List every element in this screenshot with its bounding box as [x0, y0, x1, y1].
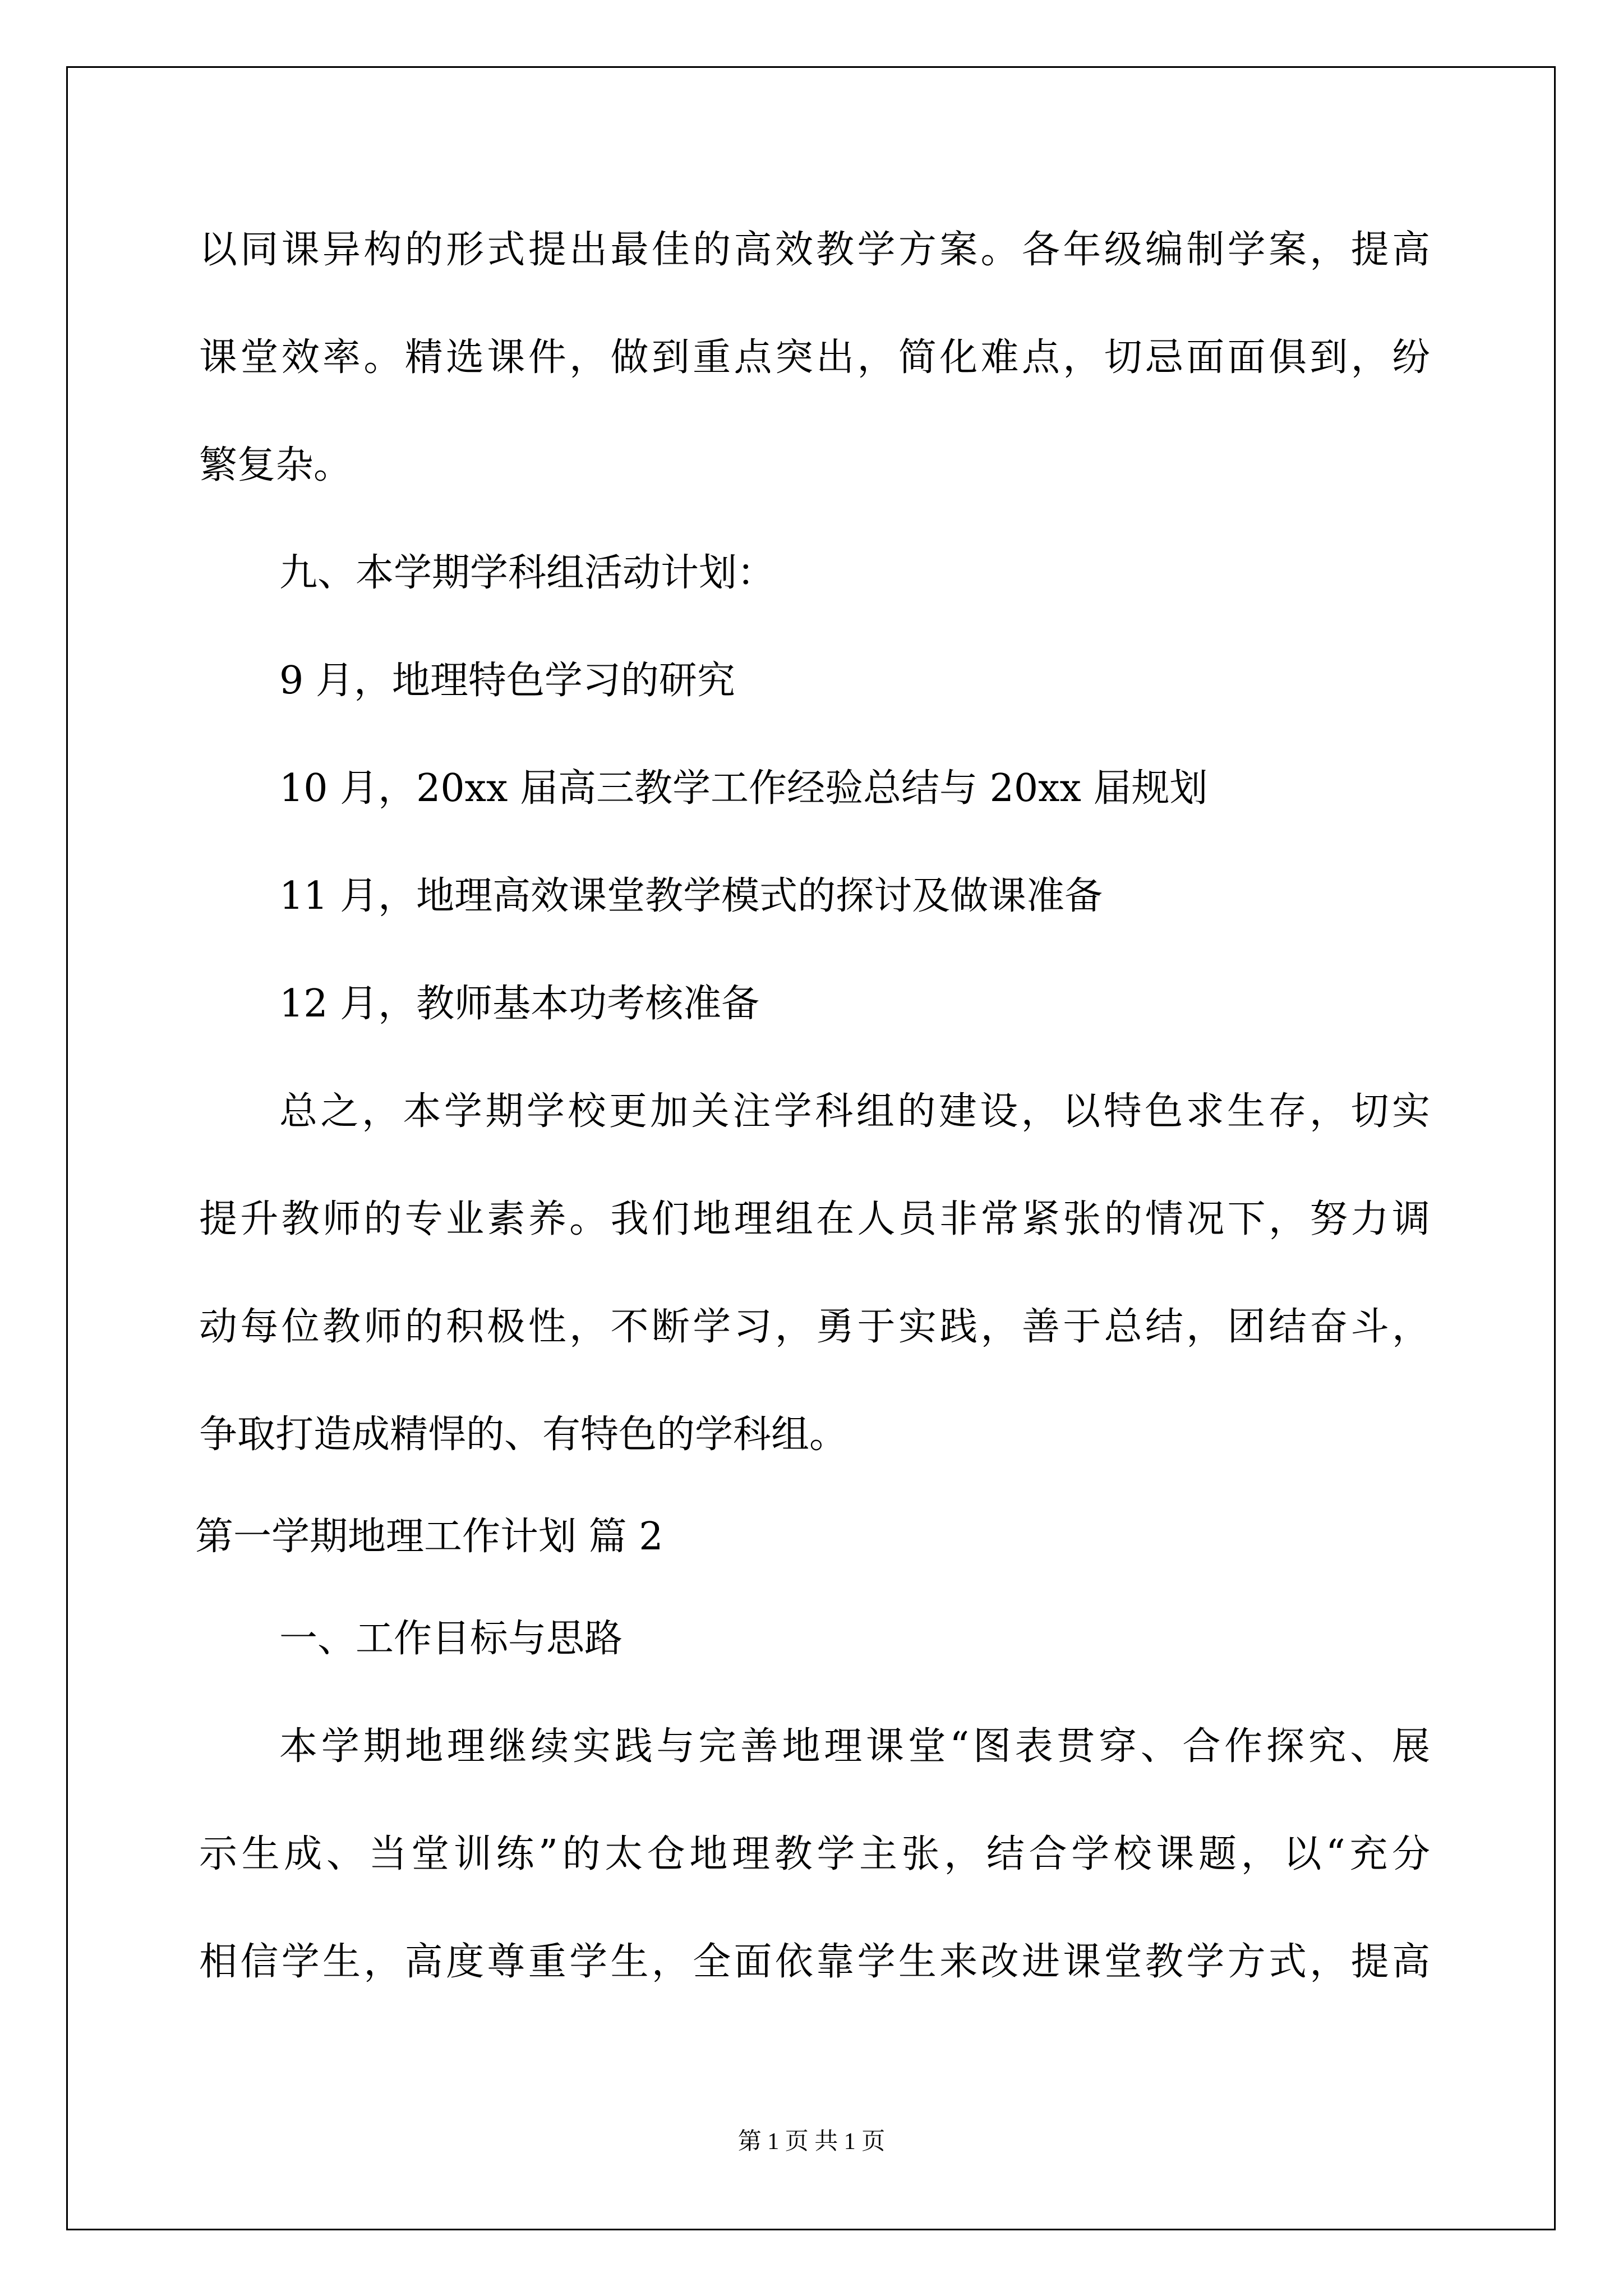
paragraph-line: 提升教师的专业素养。我们地理组在人员非常紧张的情况下，努力调 [199, 1197, 1430, 1241]
paragraph-line: 总之，本学期学校更加关注学科组的建设，以特色求生存，切实 [279, 1089, 1430, 1134]
paragraph-line: 以同课异构的形式提出最佳的高效教学方案。各年级编制学案，提高 [199, 228, 1430, 272]
list-item: 10 月，20xx 届高三教学工作经验总结与 20xx 届规划 [279, 766, 1208, 811]
paragraph-line: 动每位教师的积极性，不断学习，勇于实践，善于总结，团结奋斗， [199, 1305, 1430, 1349]
paragraph-line: 本学期地理继续实践与完善地理课堂“图表贯穿、合作探究、展 [279, 1724, 1430, 1769]
paragraph-line: 课堂效率。精选课件，做到重点突出，简化难点，切忌面面俱到，纷 [199, 335, 1430, 380]
section-heading: 九、本学期学科组活动计划： [279, 551, 776, 595]
list-item: 12 月，教师基本功考核准备 [279, 982, 760, 1026]
list-item: 11 月，地理高效课堂教学模式的探讨及做课准备 [279, 874, 1103, 918]
section-heading: 一、工作目标与思路 [279, 1617, 623, 1661]
page-border [66, 66, 1556, 2230]
paragraph-line: 示生成、当堂训练”的太仓地理教学主张，结合学校课题，以“充分 [199, 1832, 1430, 1876]
paragraph-line: 相信学生，高度尊重学生，全面依靠学生来改进课堂教学方式，提高 [199, 1940, 1430, 1984]
paragraph-line: 争取打造成精悍的、有特色的学科组。 [199, 1412, 848, 1457]
page-footer: 第 1 页 共 1 页 [737, 2129, 886, 2155]
list-item: 9 月，地理特色学习的研究 [279, 659, 735, 703]
article-heading: 第一学期地理工作计划 篇 2 [195, 1515, 663, 1559]
paragraph-line: 繁复杂。 [199, 443, 352, 487]
